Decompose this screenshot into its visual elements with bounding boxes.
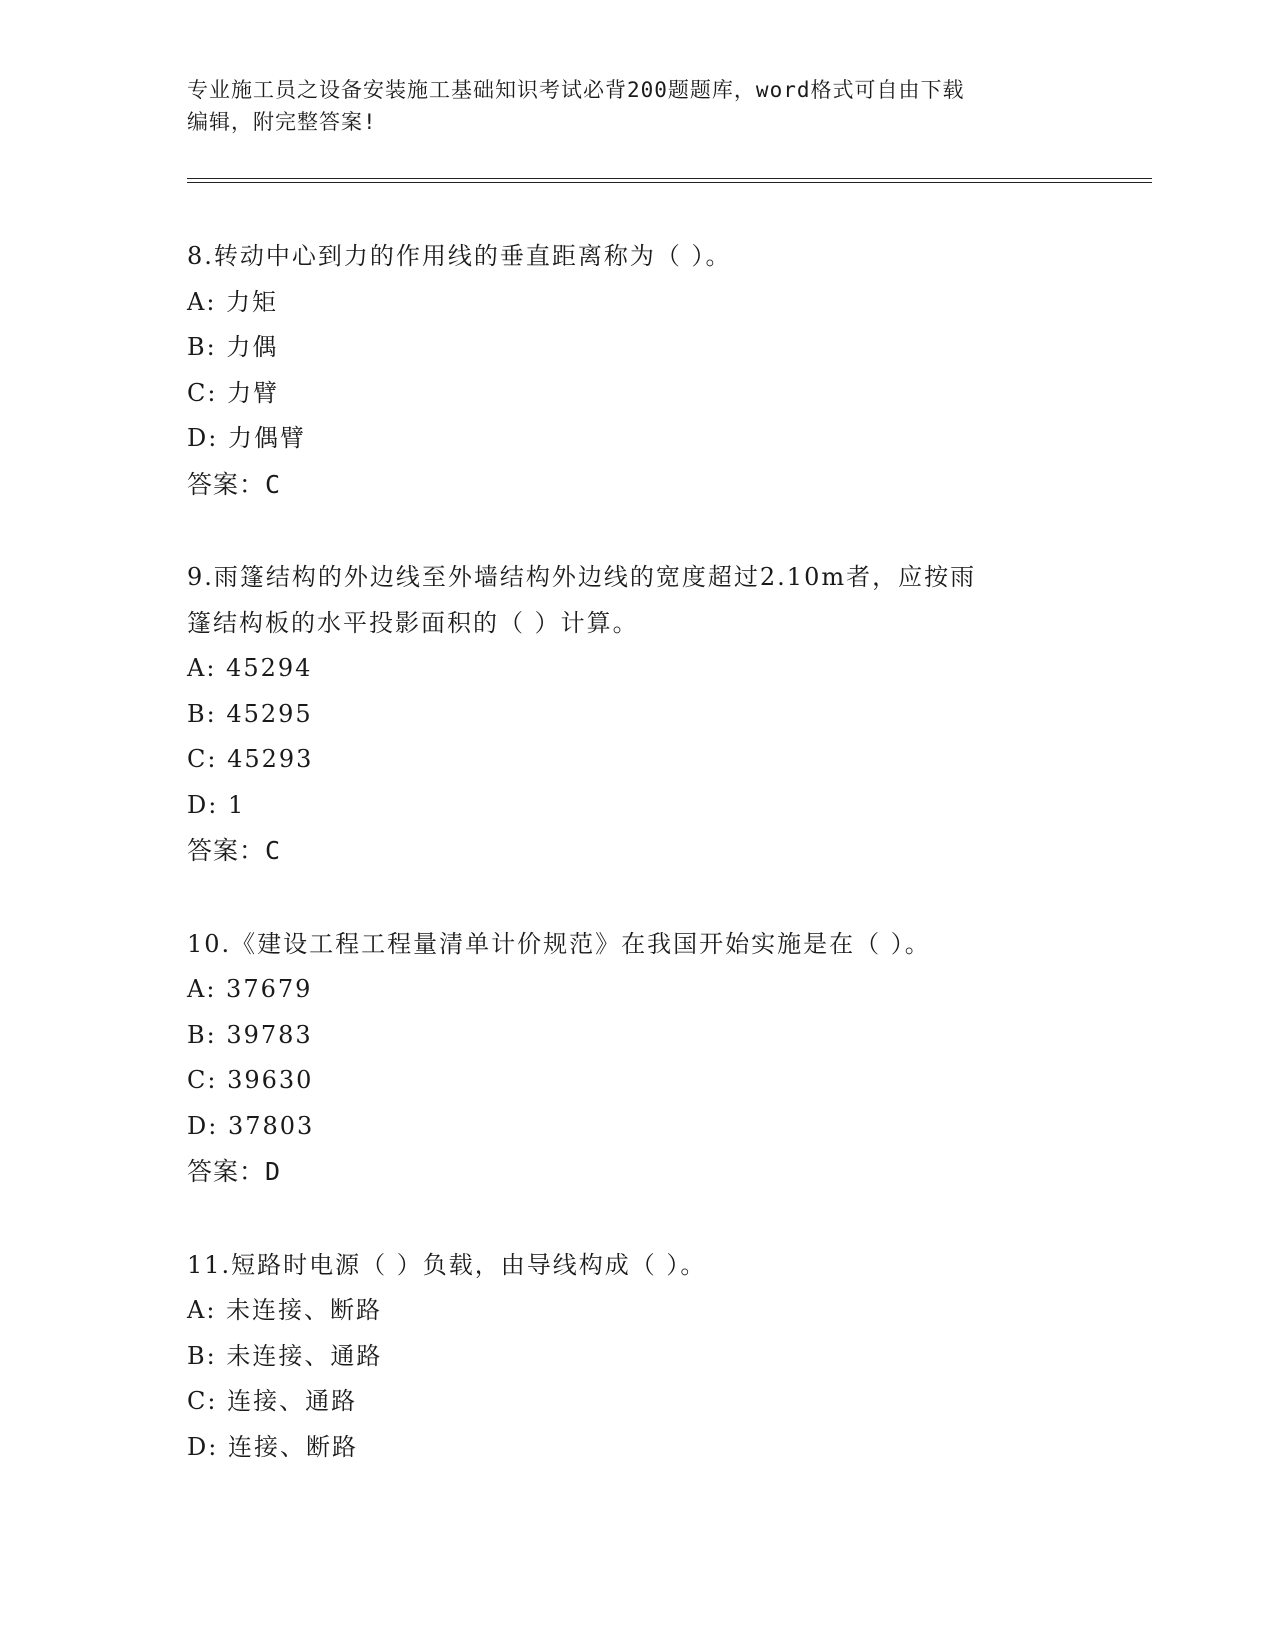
header-divider (187, 178, 1152, 183)
question-9 (187, 555, 1067, 874)
option-d: D: 37803 (187, 1111, 315, 1140)
option-c: C: 39630 (187, 1066, 314, 1094)
option-c: C: 45293 (187, 745, 314, 773)
question-stem: 10.《建设工程工程量清单计价规范》在我国开始实施是在（ ）。 (187, 929, 931, 958)
document-page (187, 0, 1152, 1650)
question-11 (187, 1243, 1067, 1471)
option-c: C: 连接、通路 (187, 1387, 358, 1415)
question-8 (187, 234, 1067, 507)
question-list (187, 234, 1067, 1518)
option-d: D: 力偶臂 (187, 424, 306, 452)
option-b: B: 45295 (187, 699, 313, 728)
header-line-2: 编辑，附完整答案! (187, 110, 377, 134)
answer-label: 答案：C (187, 469, 282, 499)
option-a: A: 未连接、断路 (187, 1296, 383, 1324)
document-header (187, 74, 1087, 138)
option-d: D: 1 (187, 790, 246, 819)
answer-label: 答案：C (187, 836, 282, 865)
option-c: C: 力臂 (187, 378, 280, 407)
option-b: B: 未连接、通路 (187, 1341, 383, 1370)
option-d: D: 连接、断路 (187, 1432, 358, 1461)
option-a: A: 37679 (187, 975, 313, 1003)
question-stem: 8.转动中心到力的作用线的垂直距离称为（ ）。 (187, 242, 732, 270)
option-a: A: 45294 (187, 654, 313, 682)
answer-label: 答案：D (187, 1157, 282, 1186)
header-line-1: 专业施工员之设备安装施工基础知识考试必背200题题库，word格式可自由下载 (187, 78, 965, 102)
question-stem-continued: 篷结构板的水平投影面积的（ ）计算。 (187, 608, 639, 637)
option-b: B: 39783 (187, 1020, 313, 1049)
option-a: A: 力矩 (187, 287, 279, 316)
option-b: B: 力偶 (187, 333, 279, 361)
question-stem: 9.雨篷结构的外边线至外墙结构外边线的宽度超过2.10m者，应按雨 (187, 563, 977, 591)
question-10 (187, 922, 1067, 1195)
question-stem: 11.短路时电源（ ）负载，由导线构成（ ）。 (187, 1250, 707, 1279)
